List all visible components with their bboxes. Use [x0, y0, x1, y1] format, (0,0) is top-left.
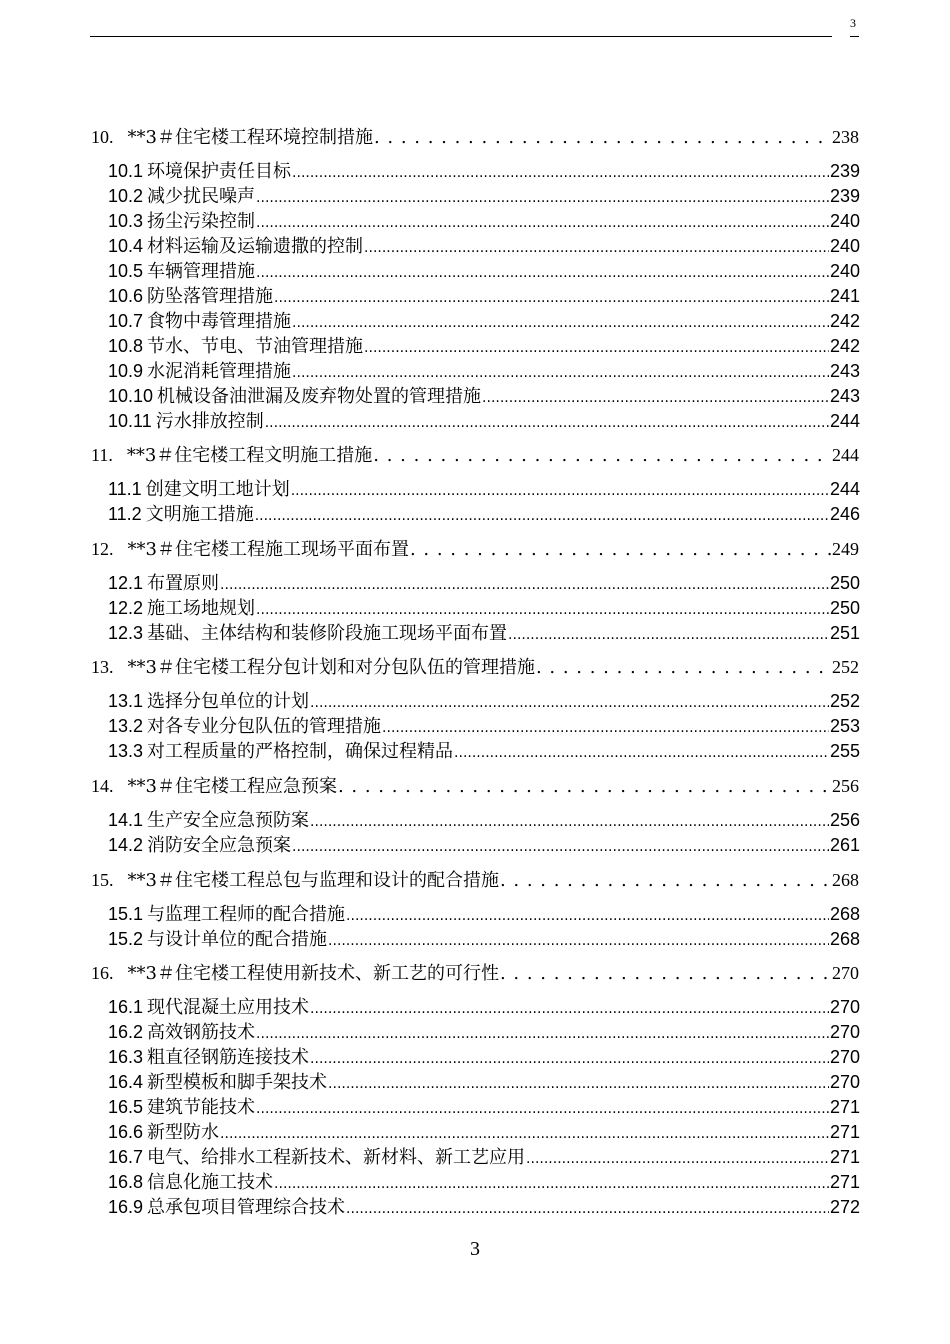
toc-page-number: 261 [829, 835, 860, 855]
toc-leader [292, 311, 829, 334]
toc-entry-16-3[interactable] [108, 1046, 860, 1070]
toc-leader [274, 286, 829, 309]
toc-page-number: 241 [829, 286, 860, 306]
toc-section-number: 16. [91, 963, 114, 983]
toc-leader [292, 361, 829, 384]
toc-page-number: 255 [829, 741, 860, 761]
toc-page-number: 271 [829, 1172, 860, 1192]
toc-page-number: 268 [832, 870, 859, 890]
toc-leader [508, 623, 829, 646]
toc-page-number: 271 [829, 1122, 860, 1142]
toc-page-number: 270 [829, 1047, 860, 1067]
toc-section-number: 15. [91, 870, 114, 890]
toc-entry-number: 10.1 [108, 161, 144, 181]
toc-entry-title: 机械设备油泄漏及废弃物处置的管理措施 [157, 386, 482, 407]
toc-entry-number: 10.7 [108, 311, 144, 331]
toc-entry-10-9[interactable] [108, 360, 860, 384]
toc-page-number: 252 [832, 657, 859, 677]
toc-entry-12-3[interactable] [108, 622, 860, 646]
toc-entry-number: 10.3 [108, 211, 144, 231]
toc-page-number: 249 [832, 539, 859, 559]
toc-entry-16-1[interactable] [108, 996, 860, 1020]
toc-entry-number: 12.2 [108, 598, 144, 618]
toc-section-title: **3＃住宅楼工程文明施工措施 [126, 445, 373, 466]
toc-entry-title: 施工场地规划 [147, 598, 256, 619]
toc-entry-11-1[interactable] [108, 478, 860, 502]
toc-section-16[interactable] [91, 962, 859, 985]
toc-leader [364, 236, 829, 259]
toc-entry-title: 粗直径钢筋连接技术 [147, 1047, 310, 1068]
toc-entry-title: 与监理工程师的配合措施 [147, 904, 346, 925]
toc-leader [310, 997, 829, 1020]
toc-page-number: 240 [829, 236, 860, 256]
toc-entry-title: 信息化施工技术 [147, 1172, 274, 1193]
toc-leader [256, 186, 829, 209]
toc-entry-10-3[interactable] [108, 210, 860, 234]
toc-entry-title: 水泥消耗管理措施 [147, 361, 292, 382]
toc-entry-title: 文明施工措施 [145, 504, 254, 525]
toc-leader [256, 261, 829, 284]
toc-leader [256, 211, 829, 234]
toc-section-10[interactable] [91, 126, 859, 149]
toc-section-title: **3＃住宅楼工程应急预案 [127, 776, 337, 797]
toc-leader [292, 835, 829, 858]
toc-page-number: 268 [829, 929, 860, 949]
toc-entry-title: 食物中毒管理措施 [147, 311, 292, 332]
toc-page-number: 239 [829, 186, 860, 206]
toc-section-title: **3＃住宅楼工程环境控制措施 [127, 127, 373, 148]
toc-entry-number: 10.4 [108, 236, 144, 256]
toc-entry-10-5[interactable] [108, 260, 860, 284]
toc-entry-number: 13.2 [108, 716, 144, 736]
toc-entry-number: 10.6 [108, 286, 144, 306]
toc-entry-title: 电气、给排水工程新技术、新材料、新工艺应用 [147, 1147, 526, 1168]
toc-leader [291, 479, 829, 502]
toc-entry-title: 总承包项目管理综合技术 [147, 1197, 346, 1218]
toc-entry-14-2[interactable] [108, 834, 860, 858]
toc-page-number: 240 [829, 211, 860, 231]
toc-leader [292, 161, 829, 184]
toc-entry-number: 16.1 [108, 997, 144, 1017]
toc-entry-title: 与设计单位的配合措施 [147, 929, 328, 950]
toc-entry-title: 对工程质量的严格控制，确保过程精品 [147, 741, 454, 762]
toc-page-number: 270 [832, 963, 859, 983]
toc-entry-number: 10.11 [108, 411, 152, 431]
toc-page-number: 238 [832, 127, 859, 147]
toc-entry-10-2[interactable] [108, 185, 860, 209]
toc-page-number: 256 [832, 776, 859, 796]
toc-leader [220, 573, 829, 596]
toc-entry-title: 选择分包单位的计划 [147, 691, 310, 712]
toc-entry-title: 环境保护责任目标 [147, 161, 292, 182]
toc-entry-number: 16.3 [108, 1047, 144, 1067]
toc-entry-title: 生产安全应急预防案 [147, 810, 310, 831]
toc-entry-number: 11.1 [108, 479, 142, 499]
toc-section-number: 12. [91, 539, 114, 559]
toc-leader [256, 1022, 829, 1045]
toc-entry-15-2[interactable] [108, 928, 860, 952]
toc-section-number: 14. [91, 776, 114, 796]
toc-page-number: 270 [829, 1072, 860, 1092]
toc-leader [328, 1072, 829, 1095]
toc-leader [454, 741, 829, 764]
toc-page-number: 271 [829, 1097, 860, 1117]
toc-leader [274, 1172, 829, 1195]
toc-entry-12-1[interactable] [108, 572, 860, 596]
toc-entry-number: 16.7 [108, 1147, 144, 1167]
toc-entry-number: 16.4 [108, 1072, 144, 1092]
toc-entry-15-1[interactable] [108, 903, 860, 927]
toc-leader [364, 336, 829, 359]
footer-page-number: 3 [470, 1238, 480, 1260]
toc-leader [220, 1122, 829, 1145]
toc-page-number: 246 [829, 504, 860, 524]
toc-page-number: 240 [829, 261, 860, 281]
toc-page-number: 250 [829, 598, 860, 618]
toc-entry-11-2[interactable] [108, 503, 860, 527]
toc-page-number: 256 [829, 810, 860, 830]
toc-entry-title: 扬尘污染控制 [147, 211, 256, 232]
toc-leader [310, 810, 829, 833]
toc-leader [410, 539, 831, 561]
toc-entry-title: 对各专业分包队伍的管理措施 [147, 716, 382, 737]
toc-entry-number: 15.2 [108, 929, 144, 949]
toc-entry-title: 新型防水 [147, 1122, 220, 1143]
toc-entry-number: 10.2 [108, 186, 144, 206]
toc-page-number: 242 [829, 311, 860, 331]
toc-page-number: 268 [829, 904, 860, 924]
toc-section-13[interactable] [91, 656, 859, 679]
toc-page-number: 242 [829, 336, 860, 356]
toc-entry-10-10[interactable] [108, 385, 860, 409]
toc-entry-16-2[interactable] [108, 1021, 860, 1045]
toc-page-number: 244 [829, 479, 860, 499]
toc-page-number: 252 [829, 691, 860, 711]
toc-entry-number: 14.1 [108, 810, 144, 830]
toc-leader [500, 963, 831, 985]
toc-entry-title: 现代混凝土应用技术 [147, 997, 310, 1018]
toc-page-number: 271 [829, 1147, 860, 1167]
toc-entry-title: 基础、主体结构和装修阶段施工现场平面布置 [147, 623, 508, 644]
toc-section-title: **3＃住宅楼工程分包计划和对分包队伍的管理措施 [127, 657, 535, 678]
toc-section-title: **3＃住宅楼工程总包与监理和设计的配合措施 [127, 870, 499, 891]
toc-leader [310, 1047, 829, 1070]
toc-page-number: 251 [829, 623, 860, 643]
toc-entry-16-8[interactable] [108, 1171, 860, 1195]
toc-page-number: 243 [829, 386, 860, 406]
toc-section-number: 13. [91, 657, 114, 677]
toc-entry-title: 防坠落管理措施 [147, 286, 274, 307]
toc-entry-number: 15.1 [108, 904, 144, 924]
toc-entry-title: 材料运输及运输遗撒的控制 [147, 236, 364, 257]
toc-entry-number: 13.3 [108, 741, 144, 761]
toc-entry-title: 创建文明工地计划 [145, 479, 290, 500]
toc-entry-13-1[interactable] [108, 690, 860, 714]
toc-entry-12-2[interactable] [108, 597, 860, 621]
toc-entry-13-2[interactable] [108, 715, 860, 739]
toc-page-number: 250 [829, 573, 860, 593]
toc-entry-number: 12.3 [108, 623, 144, 643]
toc-leader [526, 1147, 829, 1170]
toc-entry-title: 高效钢筋技术 [147, 1022, 256, 1043]
toc-entry-10-4[interactable] [108, 235, 860, 259]
toc-leader [255, 504, 829, 527]
toc-section-14[interactable] [91, 775, 859, 798]
toc-entry-16-6[interactable] [108, 1121, 860, 1145]
toc-section-number: 10. [91, 127, 114, 147]
toc-leader [256, 598, 829, 621]
toc-entry-title: 节水、节电、节油管理措施 [147, 336, 364, 357]
toc-entry-number: 14.2 [108, 835, 144, 855]
toc-page-number: 244 [832, 445, 859, 465]
toc-entry-number: 13.1 [108, 691, 144, 711]
toc-entry-number: 10.5 [108, 261, 144, 281]
toc-leader [328, 929, 829, 952]
toc-entry-title: 建筑节能技术 [147, 1097, 256, 1118]
toc-entry-16-4[interactable] [108, 1071, 860, 1095]
toc-leader [346, 1197, 829, 1220]
toc-section-11[interactable] [91, 444, 859, 467]
toc-entry-number: 16.2 [108, 1022, 144, 1042]
toc-leader [338, 776, 831, 798]
toc-entry-number: 10.9 [108, 361, 144, 381]
toc-leader [373, 445, 831, 467]
toc-entry-title: 减少扰民噪声 [147, 186, 256, 207]
toc-entry-16-9[interactable] [108, 1196, 860, 1220]
toc-entry-16-5[interactable] [108, 1096, 860, 1120]
toc-entry-10-7[interactable] [108, 310, 860, 334]
toc-entry-10-6[interactable] [108, 285, 860, 309]
toc-entry-10-8[interactable] [108, 335, 860, 359]
toc-entry-number: 11.2 [108, 504, 142, 524]
toc-entry-16-7[interactable] [108, 1146, 860, 1170]
toc-page-number: 270 [829, 1022, 860, 1042]
toc-page-number: 244 [829, 411, 860, 431]
toc-page-number: 243 [829, 361, 860, 381]
toc-leader [374, 127, 831, 149]
toc-entry-title: 污水排放控制 [155, 411, 264, 432]
toc-entry-title: 新型模板和脚手架技术 [147, 1072, 328, 1093]
toc-entry-14-1[interactable] [108, 809, 860, 833]
toc-entry-number: 10.10 [108, 386, 154, 406]
toc-leader [500, 870, 831, 892]
toc-entry-number: 16.9 [108, 1197, 144, 1217]
toc-section-title: **3＃住宅楼工程施工现场平面布置 [127, 539, 409, 560]
toc-page-number: 239 [829, 161, 860, 181]
toc-entry-number: 16.6 [108, 1122, 144, 1142]
toc-leader [536, 657, 831, 679]
toc-leader [256, 1097, 829, 1120]
toc-page-number: 270 [829, 997, 860, 1017]
toc-leader [482, 386, 829, 409]
toc-section-title: **3＃住宅楼工程使用新技术、新工艺的可行性 [127, 963, 499, 984]
toc-entry-number: 12.1 [108, 573, 144, 593]
toc-entry-number: 10.8 [108, 336, 144, 356]
toc-section-15[interactable] [91, 869, 859, 892]
toc-leader [310, 691, 829, 714]
toc-page-number: 272 [829, 1197, 860, 1217]
toc-entry-10-1[interactable] [108, 160, 860, 184]
toc-leader [382, 716, 829, 739]
toc-leader [346, 904, 829, 927]
toc-page-number: 253 [829, 716, 860, 736]
toc-entry-title: 车辆管理措施 [147, 261, 256, 282]
toc-entry-title: 布置原则 [147, 573, 220, 594]
toc-entry-title: 消防安全应急预案 [147, 835, 292, 856]
toc-leader [265, 411, 829, 434]
toc-section-number: 11. [91, 445, 113, 465]
toc-entry-10-11[interactable] [108, 410, 860, 434]
toc-entry-13-3[interactable] [108, 740, 860, 764]
toc-entry-number: 16.5 [108, 1097, 144, 1117]
toc-section-12[interactable] [91, 538, 859, 561]
toc-entry-number: 16.8 [108, 1172, 144, 1192]
header-page-number: 3 [850, 16, 856, 30]
